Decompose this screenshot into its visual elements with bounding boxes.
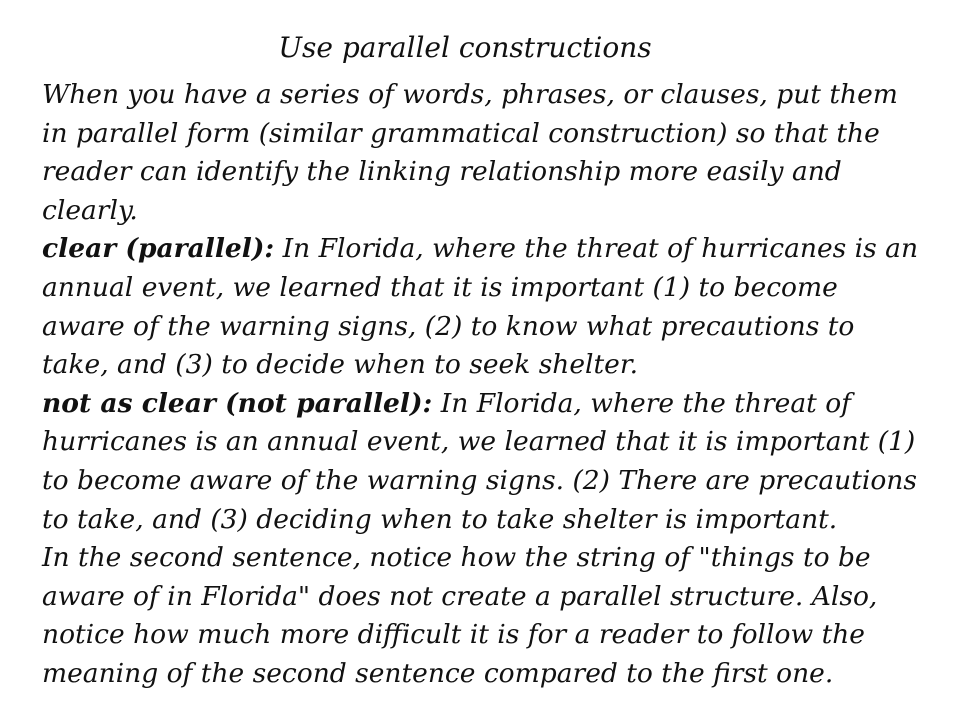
unclear-example-paragraph <box>42 385 922 539</box>
clear-example-label: clear (parallel): <box>42 233 275 265</box>
clear-example-text: In Florida, where the threat of hurricanes is an annual event, we learned that it is important (1) to become aware of the warning signs, (2) to know what precautions to take, and (3) to decide when to seek shelter. <box>42 233 919 381</box>
unclear-example-label: not as clear (not parallel): <box>42 387 433 419</box>
explanation-paragraph: In the second sentence, notice how the string of "things to be aware of in Florida" does not create a parallel structure. Also, notice how much more difficult it is for a reader to follow the meaning of the second sentence compared to the first one. <box>42 542 878 689</box>
slide-title: Use parallel constructions <box>278 31 652 64</box>
slide-body <box>42 76 922 694</box>
clear-example-paragraph <box>42 230 922 384</box>
intro-paragraph: When you have a series of words, phrases, or clauses, put them in parallel form (similar grammatical construction) so that the reader can identify the linking relationship more easily and clearly. <box>42 79 898 226</box>
unclear-example-text: In Florida, where the threat of hurricanes is an annual event, we learned that it is important (1) to become aware of the warning signs. (2) There are precautions to take, and (3) deciding when to take shelter is important. <box>42 387 917 535</box>
